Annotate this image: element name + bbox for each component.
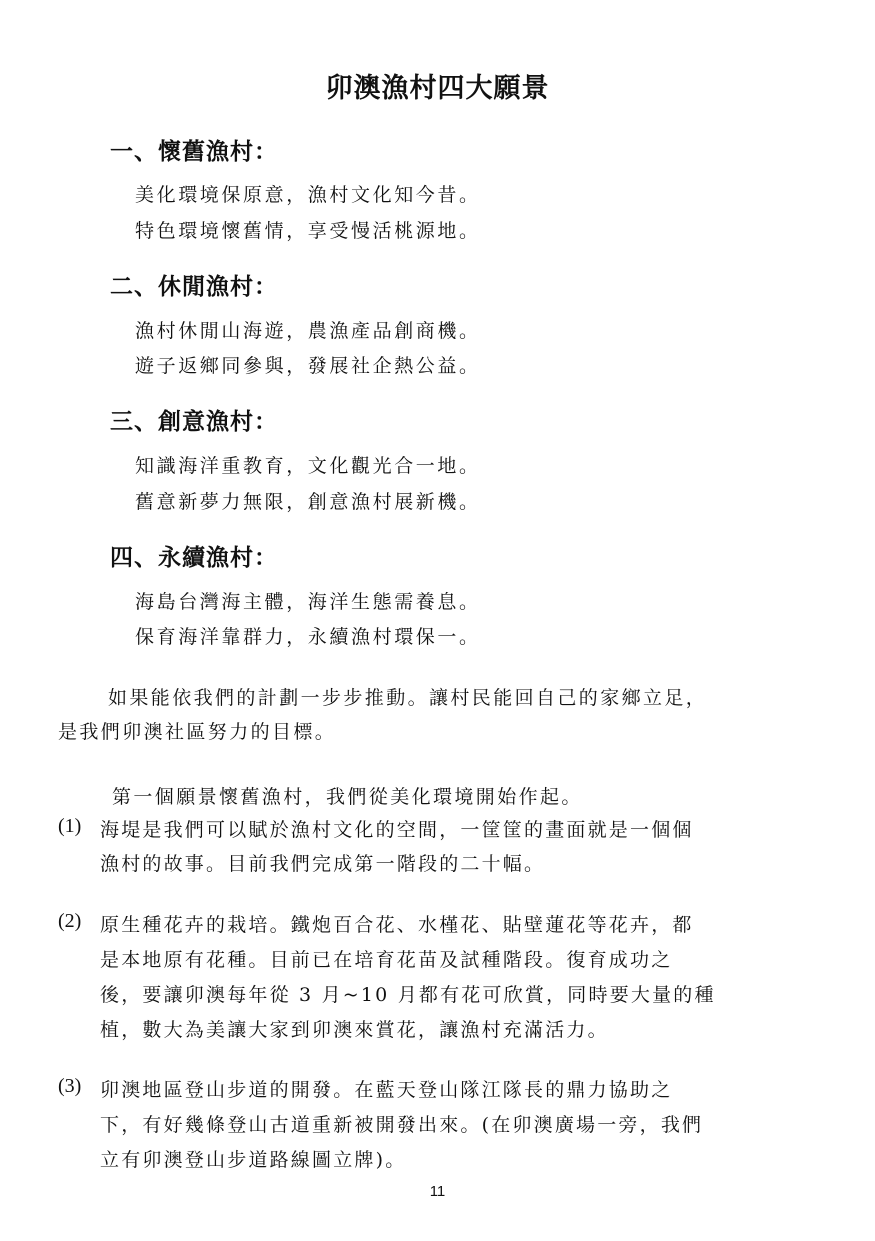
section-heading-leisure: 二、休閒漁村： [110, 274, 278, 300]
page-number: 11 [429, 1183, 446, 1200]
verse-line: 特色環境懷舊情，享受慢活桃源地。 [135, 220, 481, 242]
section-heading-nostalgic: 一、懷舊漁村： [110, 139, 278, 165]
verse-line: 漁村休閒山海遊，農漁產品創商機。 [135, 320, 481, 342]
item-line: 原生種花卉的栽培。鐵炮百合花、水槿花、貼壁蓮花等花卉，都 [100, 914, 694, 936]
section-heading-sustainable: 四、永續漁村： [110, 545, 278, 571]
verse-line: 保育海洋靠群力，永續漁村環保一。 [135, 626, 481, 648]
item-number: (2) [58, 910, 82, 932]
verse-line: 舊意新夢力無限，創意漁村展新機。 [135, 491, 481, 513]
paragraph-line: 是我們卯澳社區努力的目標。 [58, 721, 337, 743]
item-line: 漁村的故事。目前我們完成第一階段的二十幅。 [100, 853, 546, 875]
paragraph-line: 第一個願景懷舊漁村，我們從美化環境開始作起。 [112, 786, 583, 808]
item-line: 下，有好幾條登山古道重新被開發出來。(在卯澳廣場一旁，我們 [100, 1114, 704, 1136]
paragraph-line: 如果能依我們的計劃一步步推動。讓村民能回自己的家鄉立足， [108, 687, 708, 709]
item-line: 是本地原有花種。目前已在培育花苗及試種階段。復育成功之 [100, 949, 673, 971]
item-number: (3) [58, 1075, 82, 1097]
verse-line: 海島台灣海主體，海洋生態需養息。 [135, 591, 481, 613]
item-line: 卯澳地區登山步道的開發。在藍天登山隊江隊長的鼎力協助之 [100, 1079, 673, 1101]
item-line: 後，要讓卯澳每年從 3 月~10 月都有花可欣賞，同時要大量的種 [100, 984, 716, 1006]
page-title: 卯澳漁村四大願景 [325, 73, 550, 104]
item-line: 海堤是我們可以賦於漁村文化的空間，一筐筐的畫面就是一個個 [100, 819, 694, 841]
item-line: 植，數大為美讓大家到卯澳來賞花，讓漁村充滿活力。 [100, 1019, 609, 1041]
section-heading-creative: 三、創意漁村： [110, 409, 278, 435]
verse-line: 知識海洋重教育，文化觀光合一地。 [135, 455, 481, 477]
verse-line: 美化環境保原意，漁村文化知今昔。 [135, 184, 481, 206]
item-line: 立有卯澳登山步道路線圖立牌)。 [100, 1149, 407, 1171]
verse-line: 遊子返鄉同參與，發展社企熱公益。 [135, 355, 481, 377]
item-number: (1) [58, 815, 82, 837]
